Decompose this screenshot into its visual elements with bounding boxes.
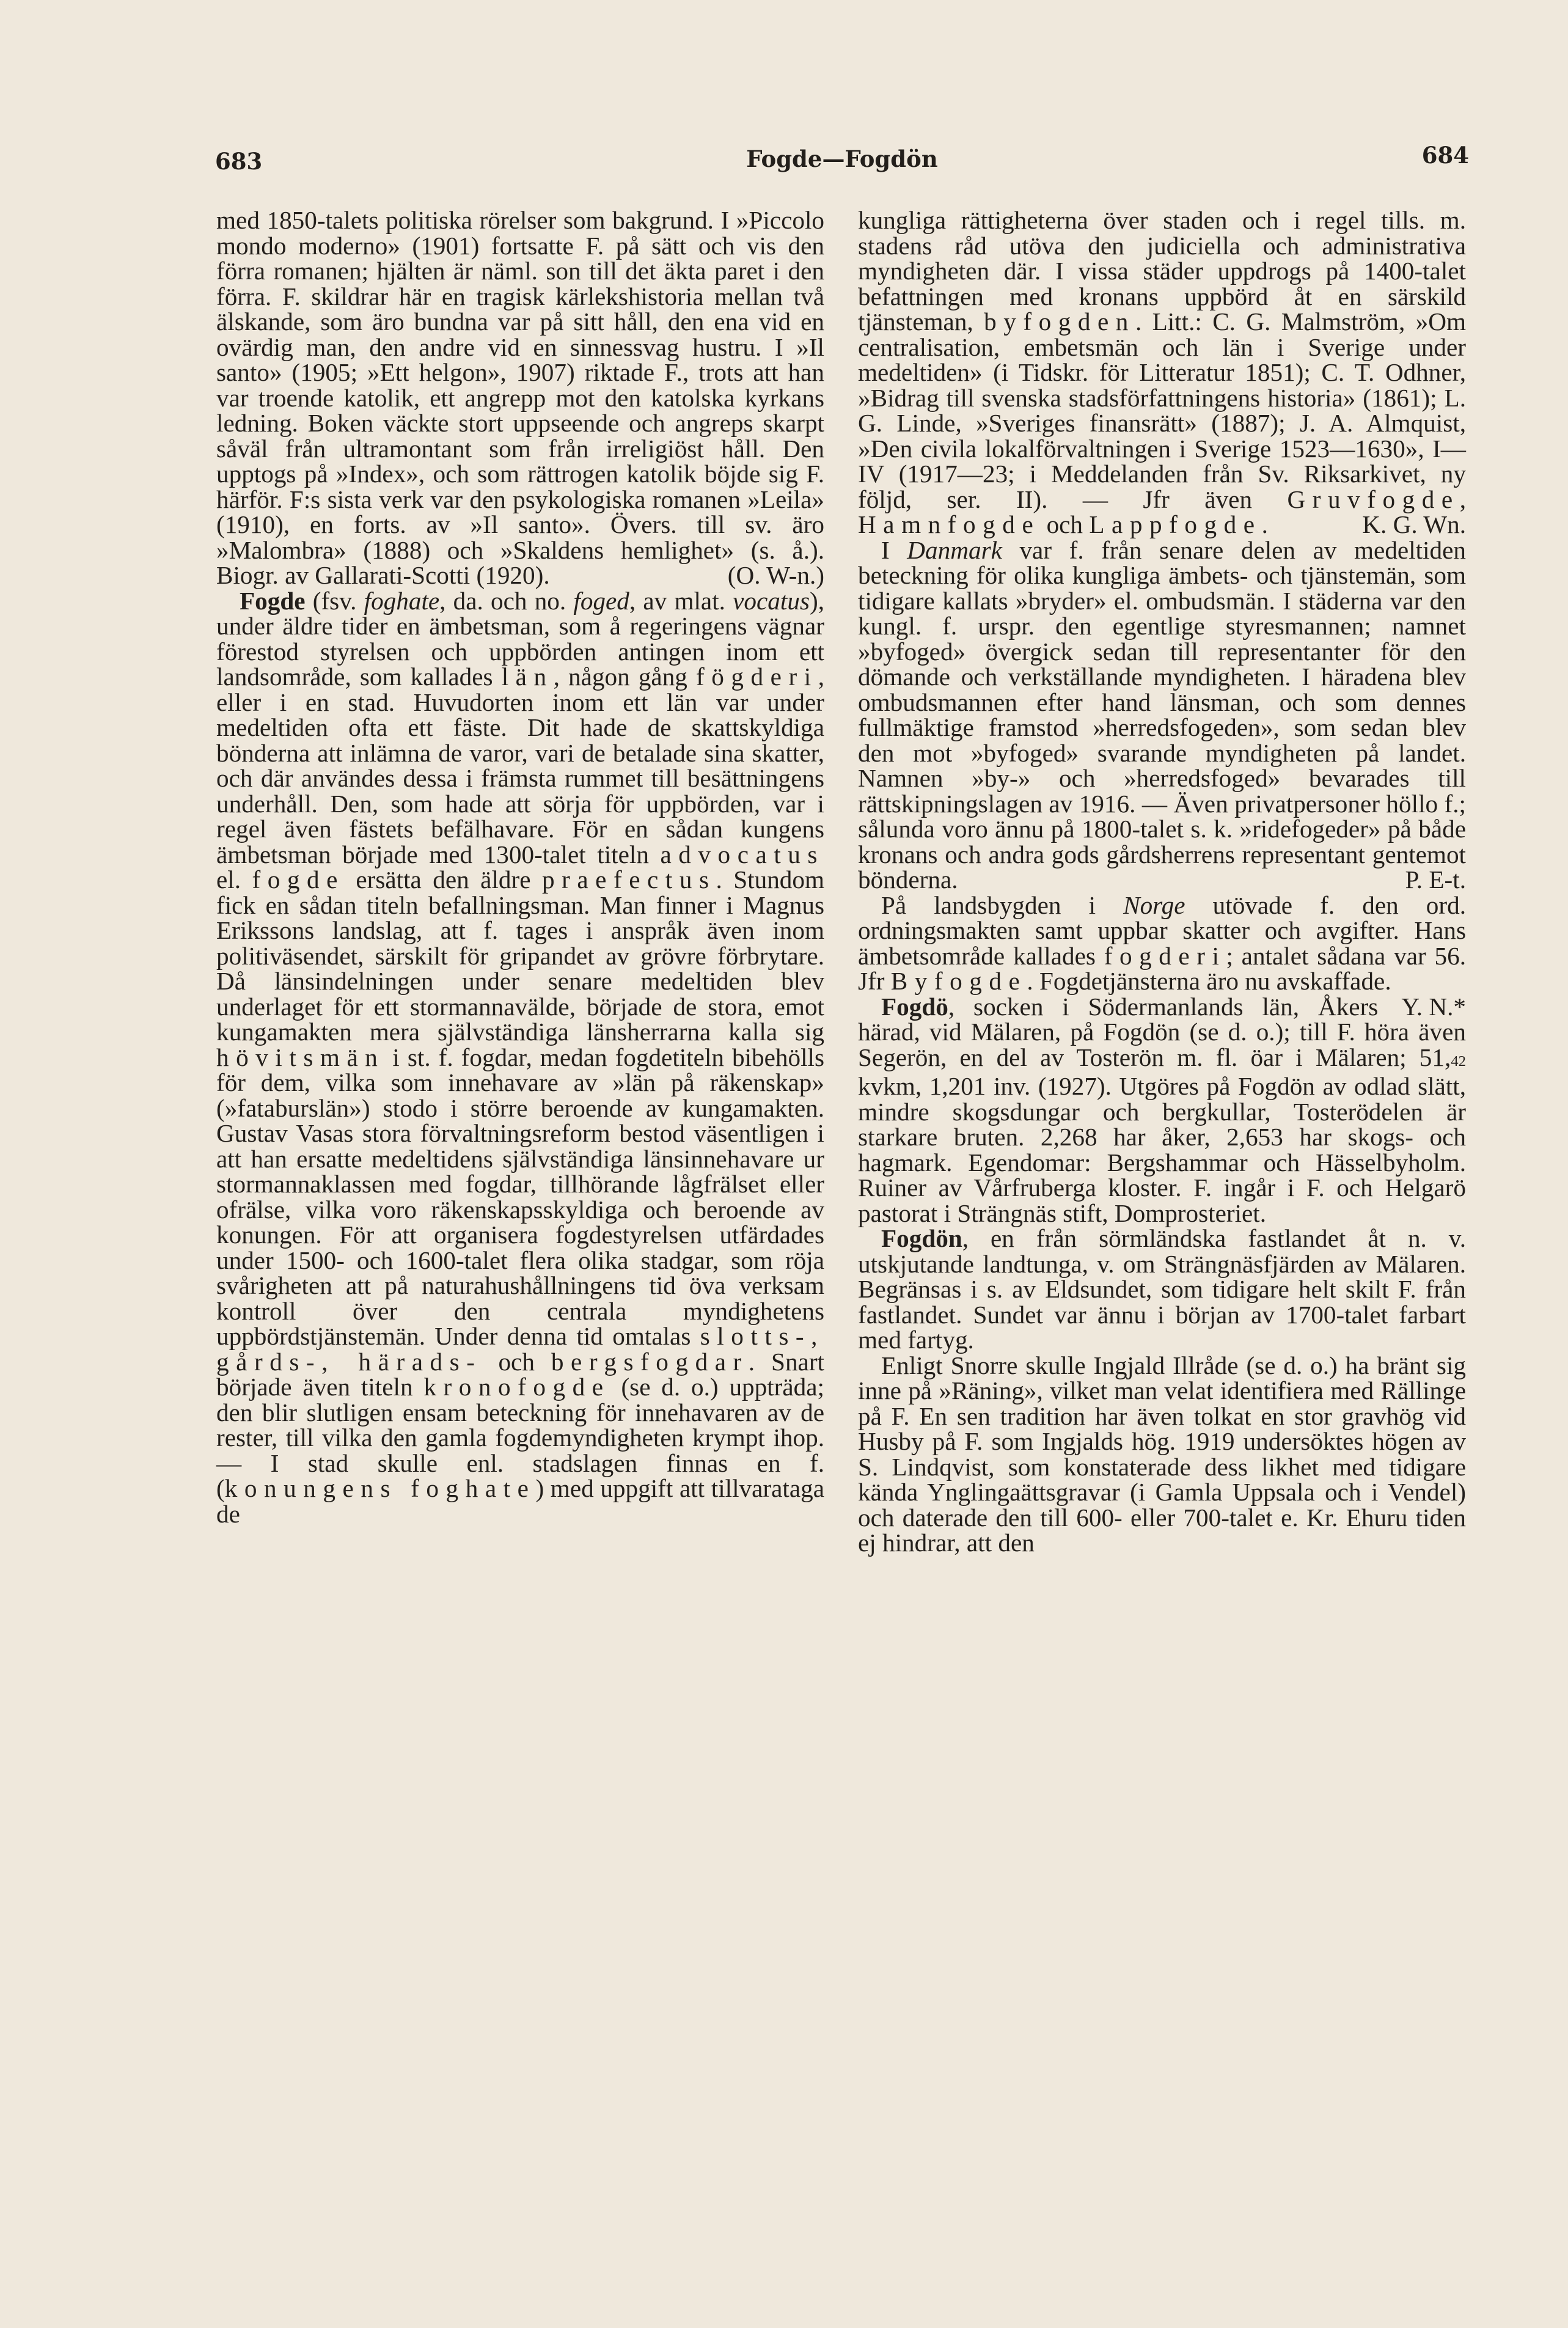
fogde-norway: På landsbygden i Norge utövade f. den ord. ordningsmakten samt uppbar skatter och avgifter. Hans ämbetsområde kallades fogderi; antalet sådana var 56. Jfr Byfogde. Fogdetjänsterna äro nu avskaffade. Y. N.*	[858, 890, 1466, 1021]
page-header	[215, 142, 1469, 191]
signature: K. G. Wn.	[1362, 510, 1466, 538]
entry-heading: Fogde	[240, 586, 306, 615]
signature: (O. W-n.)	[727, 561, 824, 589]
page-number-right: 684	[1421, 142, 1469, 169]
running-title: Fogde—Fogdön	[746, 145, 938, 172]
fogde-denmark: I Danmark var f. från senare delen av medeltiden beteckning för olika kungliga ämbets- och tjänstemän, som tidigare kallats »bryder» el. ombudsmän. I städerna var den kungl. f. urspr. den egentlige styresmannen; namnet »byfoged» övergick sedan till representanter för den dömande och verkställande myndigheten. I häradena blev ombudsmannen efter hand länsman, och som dennes fullmäktige framstod »herredsfogeden», som sedan blev den mot »byfoged» svarande myndigheten på landet. Namnen »by-» och »herredsfoged» bevarades till rättskipningslagen av 1916. — Även privatpersoner höllo f.; sålunda voro ännu på 1800-talet s. k. »ridefogeder» på både kronans och andra gods gårdsherrens representant gentemot bönderna. P. E-t.	[858, 535, 1467, 894]
page-number-left: 683	[215, 148, 263, 175]
fogde-sweden-continuation: kungliga rättigheterna över staden och i regel tills. m. stadens råd utöva den judiciella och administrativa myndigheten där. I vissa städer uppdrogs på 1400-talet befattningen med kronans uppbörd åt en särskild tjänsteman, byfogden. Litt.: C. G. Malmström, »Om centralisation, embetsmän och län i Sverige under medeltiden» (i Tidskr. för Litteratur 1851); C. T. Odhner, »Bidrag till svenska stadsförfattningens historia» (1861); L. G. Linde, »Sveriges finansrätt» (1887); J. A. Almquist, »Den civila lokalförvaltningen i Sverige 1523—1630», I—IV (1917—23; i Meddelanden från Sv. Riksarkivet, ny följd, ser. II). — Jfr även Gruvfogde, Hamnfogde och Lappfogde. K. G. Wn.	[858, 206, 1466, 538]
fogdo-article: Fogdö, socken i Södermanlands län, Åkers härad, vid Mälaren, på Fogdön (se d. o.); till F. höra även Segerön, en del av Tosterön m. fl. öar i Mälaren; 51,42 kvkm, 1,201 inv. (1927). Utgöres på Fogdön av odlad slätt, mindre skogsdungar och bergkullar, Tosterödelen är starkare bruten. 2,268 har åker, 2,653 har skogs- och hagmark. Egendomar: Bergshammar och Hässelbyholm. Ruiner av Vårfruberga kloster. F. ingår i F. och Helgarö pastorat i Strängnäs stift, Domprosteriet.	[858, 992, 1466, 1227]
entry-heading: Fogdön	[881, 1224, 962, 1252]
fogazzaro-continuation: med 1850-talets politiska rörelser som bakgrund. I »Piccolo mondo moderno» (1901) fortsatte F. på sätt och vis den förra romanen; hjälten är näml. son till det äkta paret i den förra. F. skildrar här en tragisk kärlekshistoria mellan två älskande, som äro bundna var på sitt håll, den ena vid en ovärdig man, den andre vid en sinnessvag hustru. I »Il santo» (1905; »Ett helgon», 1907) riktade F., trots att han var troende katolik, ett angrepp mot den katolska kyrkans ledning. Boken väckte stort uppseende och angreps skarpt såväl från ultramontant som från irreligiöst håll. Den upptogs på »Index», och som rättrogen katolik böjde sig F. härför. F:s sista verk var den psykologiska romanen »Leila» (1910), en forts. av »Il santo». Övers. till sv. äro »Malombra» (1888) och »Skaldens hemlighet» (s. å.). Biogr. av Gallarati-Scotti (1920). (O. W-n.)	[216, 206, 824, 589]
fogdon-article: Fogdön, en från sörmländska fastlandet åt n. v. utskjutande landtunga, v. om Strängnäsfjärden av Mälaren. Begränsas i s. av Eldsundet, som tidigare helt skilt F. från fastlandet. Sundet var ännu i början av 1700-talet farbart med fartyg.	[858, 1224, 1466, 1354]
fogdon-history: Enligt Snorre skulle Ingjald Illråde (se d. o.) ha bränt sig inne på »Räning», vilket man velat identifiera med Rällinge på F. En sen tradition har även tolkat en stor gravhög vid Husby på F. som Ingjalds hög. 1919 undersöktes högen av S. Lindqvist, som konstaterade dess likhet med tidigare kända Ynglingaättsgravar (i Gamla Uppsala och i Vendel) och daterade den till 600- eller 700-talet e. Kr. Ehuru tiden ej hindrar, att den	[858, 1351, 1466, 1557]
entry-heading: Fogdö	[881, 992, 948, 1021]
fogde-article: Fogde (fsv. foghate, da. och no. foged, av mlat. vocatus), under äldre tider en ämbetsman, som å regeringens vägnar förestod styrelsen och uppbörden antingen inom ett landsområde, som kallades län, någon gång fögderi, eller i en stad. Huvudorten inom ett län var under medeltiden ofta ett fäste. Dit hade de skattskyldiga bönderna att inlämna de varor, vari de betalade sina skatter, och där användes dessa i främsta rummet till besättningens underhåll. Den, som hade att sörja för uppbörden, var i regel även fästets befälhavare. För en sådan kungens ämbetsman började med 1300-talet titeln advocatus el. fogde ersätta den äldre praefectus. Stundom fick en sådan titeln befallningsman. Man finner i Magnus Erikssons landslag, att f. tages i anspråk även inom politiväsendet, särskilt för gripandet av grövre förbrytare. Då länsindelningen under senare medeltiden blev underlaget för ett stormannavälde, började de stora, emot kungamakten mera självständiga länsherrarna kalla sig hövitsmän i st. f. fogdar, medan fogdetiteln bibehölls för dem, vilka som innehavare av »län på räkenskap» (»fataburslän») stodo i större beroende av kungamakten. Gustav Vasas stora förvaltningsreform bestod väsentligen i att han ersatte medeltidens självständiga länsinnehavare ur stormannaklassen med fogdar, tillhörande lågfrälset eller ofrälse, vilka voro räkenskapsskyldiga och beroende av konungen. För att organisera fogdestyrelsen utfärdades under 1500- och 1600-talet flera olika stadgar, som röja svårigheten att på naturahushållningens tid öva verksam kontroll över den centrala myndighetens uppbördstjänstemän. Under denna tid omtalas slotts-, gårds-, härads- och bergsfogdar. Snart började även titeln kronofogde (se d. o.) uppträda; den blir slutligen ensam beteckning för innehavaren av de rester, till vilka den gamla fogdemyndigheten krympt ihop. — I stad skulle enl. stadslagen finnas en f. (konungens foghate) med uppgift att tillvaratаga de	[216, 586, 825, 1528]
signature: P. E-t.	[1405, 865, 1466, 894]
signature: Y. N.*	[1401, 992, 1466, 1021]
right-column	[858, 208, 1466, 1556]
left-column	[216, 208, 824, 1527]
